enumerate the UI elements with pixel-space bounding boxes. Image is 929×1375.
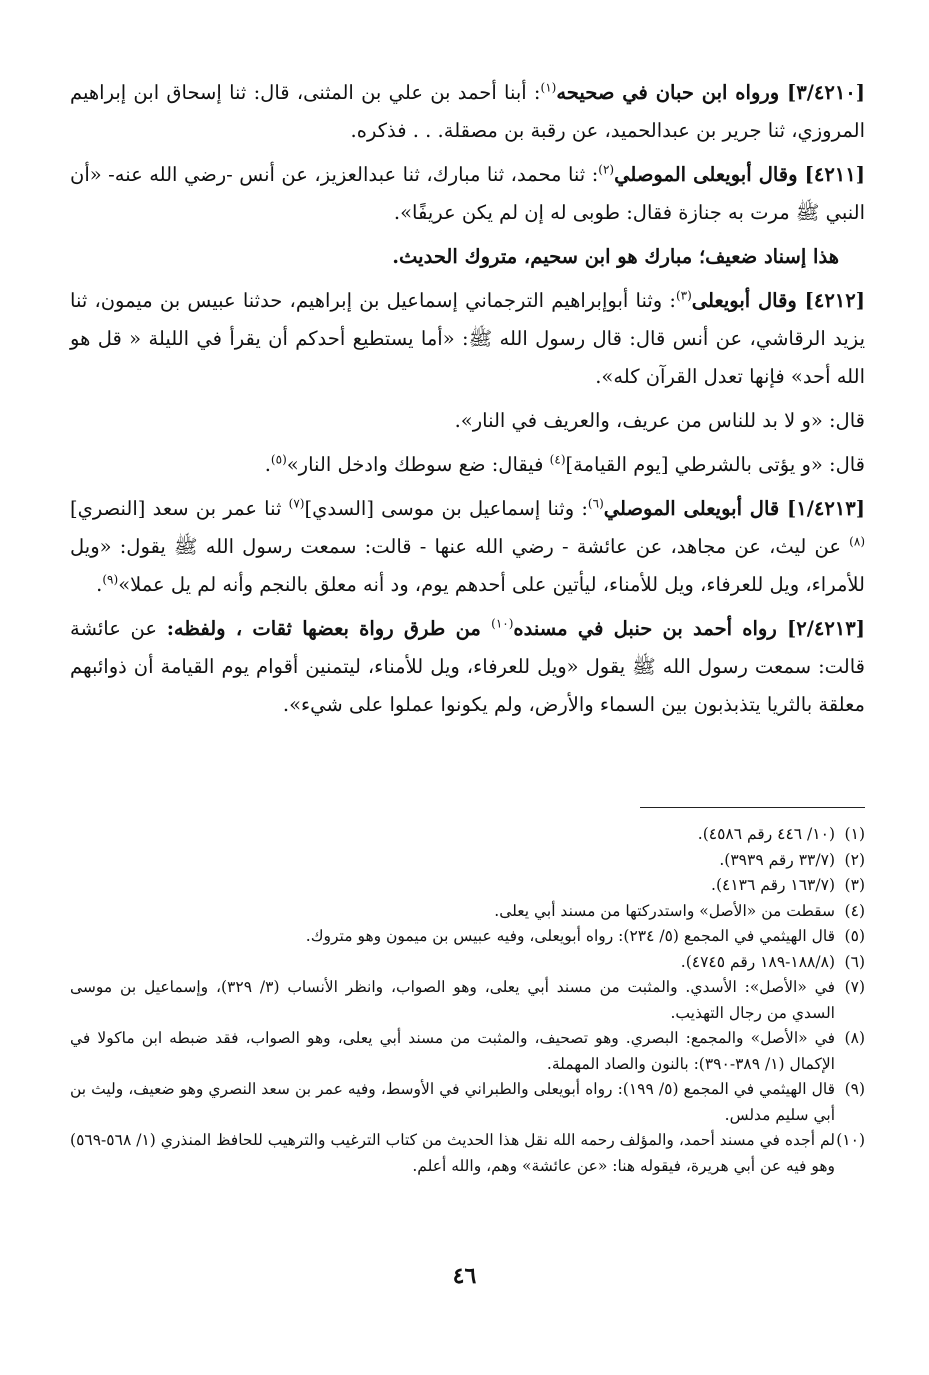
footnote-text: قال الهيثمي في المجمع (٥/ ٢٣٤): رواه أبويعلى، وفيه عبيس بن ميمون وهو متروك. [305, 927, 835, 945]
footnote-number: (٧) [844, 978, 866, 996]
footnote-text: لم أجده في مسند أحمد، والمؤلف رحمه الله نقل هذا الحديث من كتاب الترغيب والترهيب للحافظ المنذري (١/ ٥٦٨-٥٦٩) وهو فيه عن أبي هريرة، فيقوله هنا: «عن عائشة» وهم، والله أعلم. [70, 1131, 835, 1175]
hadith-text: : وثنا إسماعيل بن موسى [السدي] [304, 497, 588, 520]
footnote-ref[interactable]: (٢) [598, 162, 615, 177]
footnotes [70, 822, 865, 1179]
hadith-label: [٣/٤٢١٠] ورواه ابن حبان في صحيحه [556, 81, 866, 104]
main-text [70, 74, 865, 730]
footnote-number: (٩) [844, 1080, 866, 1098]
footnote-number: (١) [844, 825, 865, 843]
hadith-4211 [70, 156, 865, 232]
footnote-number: (٥) [844, 927, 865, 945]
footnote-text: في «الأصل» والمجمع: البصري. وهو تصحيف، والمثبت من مسند أبي يعلى، وهو الصواب، فقد ضبطه ابن ماكولا في الإكمال (١/ ٣٨٩-٣٩٠): بالنون والصاد المهملة. [70, 1029, 835, 1073]
footnote-10 [70, 1128, 865, 1179]
footnote-text: سقطت من «الأصل» واستدركتها من مسند أبي يعلى. [494, 901, 835, 920]
hadith-label: [٤٢١٢] وقال أبويعلى [691, 289, 865, 312]
hadith-label: من طرق رواة بعضها ثقات ، ولفظه: [166, 617, 492, 640]
footnote-divider [640, 807, 865, 808]
hadith-text: فيقال: ضع سوطك وادخل النار» [286, 453, 550, 476]
hadith-line [70, 446, 865, 484]
hadith-comment [70, 238, 865, 276]
footnote-ref[interactable]: (٣) [675, 288, 692, 303]
hadith-text: قال: «و لا بد للناس من عريف، والعريف في النار». [454, 409, 865, 432]
footnote-4 [70, 899, 865, 925]
footnote-7 [70, 975, 865, 1026]
page-number: ٤٦ [452, 1263, 477, 1289]
footnote-ref[interactable]: (١) [540, 80, 557, 95]
hadith-4213-1 [70, 490, 865, 604]
footnote-2 [70, 848, 865, 874]
hadith-text: : وثنا أبوإبراهيم الترجماني إسماعيل بن إبراهيم، حدثنا عبيس بن ميمون، ثنا يزيد الرقاشي، عن أنس قال: قال رسول الله ﷺ: «أما يستطيع أحدكم أن يقرأ في الليلة « قل هو الله أحد» فإنها تعدل القرآن كله». [70, 289, 865, 388]
hadith-text: ثنا عمر بن سعد [النصري] [70, 497, 289, 520]
hadith-label: [٤٢١١] وقال أبويعلى الموصلي [614, 163, 865, 186]
footnote-9 [70, 1077, 865, 1128]
footnote-text: قال الهيثمي في المجمع (٥/ ١٩٩): رواه أبويعلى والطبراني في الأوسط، وفيه عمر بن سعد النصري وهو ضعيف، وليث بن أبي سليم مدلس. [70, 1080, 836, 1124]
footnote-text: (١٠/ ٤٤٦ رقم ٤٥٨٦). [697, 825, 835, 843]
footnote-6 [70, 950, 865, 976]
hadith-label: [١/٤٢١٣] قال أبويعلى الموصلي [603, 497, 865, 520]
footnote-number: (٦) [844, 952, 865, 971]
hadith-text: : أبنا أحمد بن علي بن المثنى، قال: ثنا إسحاق ابن إبراهيم المروزي، ثنا جرير بن عبدالحميد، عن رقبة بن مصقلة. . . فذكره. [70, 81, 865, 142]
footnote-number: (٤) [844, 901, 865, 920]
hadith-text: عن ليث، عن مجاهد، عن عائشة - رضي الله عنها - قالت: سمعت رسول الله ﷺ يقول: «ويل للأمراء، ويل للعرفاء، ويل للأمناء، ليأتين على أحدهم يوم، ود أنه معلق بالنجم وأنه لم يل عملا» [70, 535, 865, 596]
hadith-text: قال: «و يؤتى بالشرطي [يوم القيامة] [565, 453, 865, 476]
footnote-number: (٢) [844, 850, 865, 869]
footnote-8 [70, 1026, 865, 1077]
footnote-number: (٣) [844, 876, 865, 894]
footnote-text: (١٦٣/٧ رقم ٤١٣٦). [711, 876, 835, 894]
footnote-number: (١٠) [836, 1131, 865, 1149]
hadith-text: عن عائشة قالت: سمعت رسول الله ﷺ يقول «ويل للعرفاء، ويل للأمناء، ليتمنين أقوام يوم القيامة أن ذوائبهم معلقة بالثريا يتذبذبون بين السماء والأرض، ولم يكونوا عملوا على شيء». [70, 617, 865, 716]
footnote-ref[interactable]: (٦) [587, 496, 604, 511]
comment-text: هذا إسناد ضعيف؛ مبارك هو ابن سحيم، متروك الحديث. [392, 245, 839, 268]
hadith-text: . [264, 453, 271, 476]
footnote-text: (١٨٨/٨-١٨٩ رقم ٤٧٤٥). [680, 952, 835, 971]
hadith-text: : ثنا محمد، ثنا مبارك، ثنا عبدالعزيز، عن أنس -رضي الله عنه- «أن النبي ﷺ مرت به جنازة فقال: طوبى له إن لم يكن عريفًا». [70, 163, 865, 224]
footnote-ref[interactable]: (٥) [270, 452, 287, 467]
footnote-3 [70, 873, 865, 899]
hadith-text: . [96, 573, 103, 596]
footnote-ref[interactable]: (٨) [849, 534, 865, 549]
hadith-4210-3 [70, 74, 865, 150]
hadith-4212 [70, 282, 865, 396]
footnote-text: (٣٣/٧ رقم ٣٩٣٩). [719, 850, 835, 869]
footnote-number: (٨) [844, 1029, 865, 1047]
footnote-ref[interactable]: (١٠) [491, 616, 514, 631]
hadith-line [70, 402, 865, 440]
hadith-4213-2 [70, 610, 865, 724]
footnote-text: في «الأصل»: الأسدي. والمثبت من مسند أبي يعلى، وهو الصواب، وانظر الأنساب (٣/ ٣٢٩)، وإسماعيل بن موسى السدي من رجال التهذيب. [70, 978, 836, 1022]
footnote-ref[interactable]: (٧) [288, 496, 305, 511]
footnote-ref[interactable]: (٤) [549, 452, 566, 467]
footnote-ref[interactable]: (٩) [102, 572, 119, 587]
footnote-1 [70, 822, 865, 848]
hadith-label: [٢/٤٢١٣] رواه أحمد بن حنبل في مسنده [513, 617, 865, 640]
footnote-5 [70, 924, 865, 950]
